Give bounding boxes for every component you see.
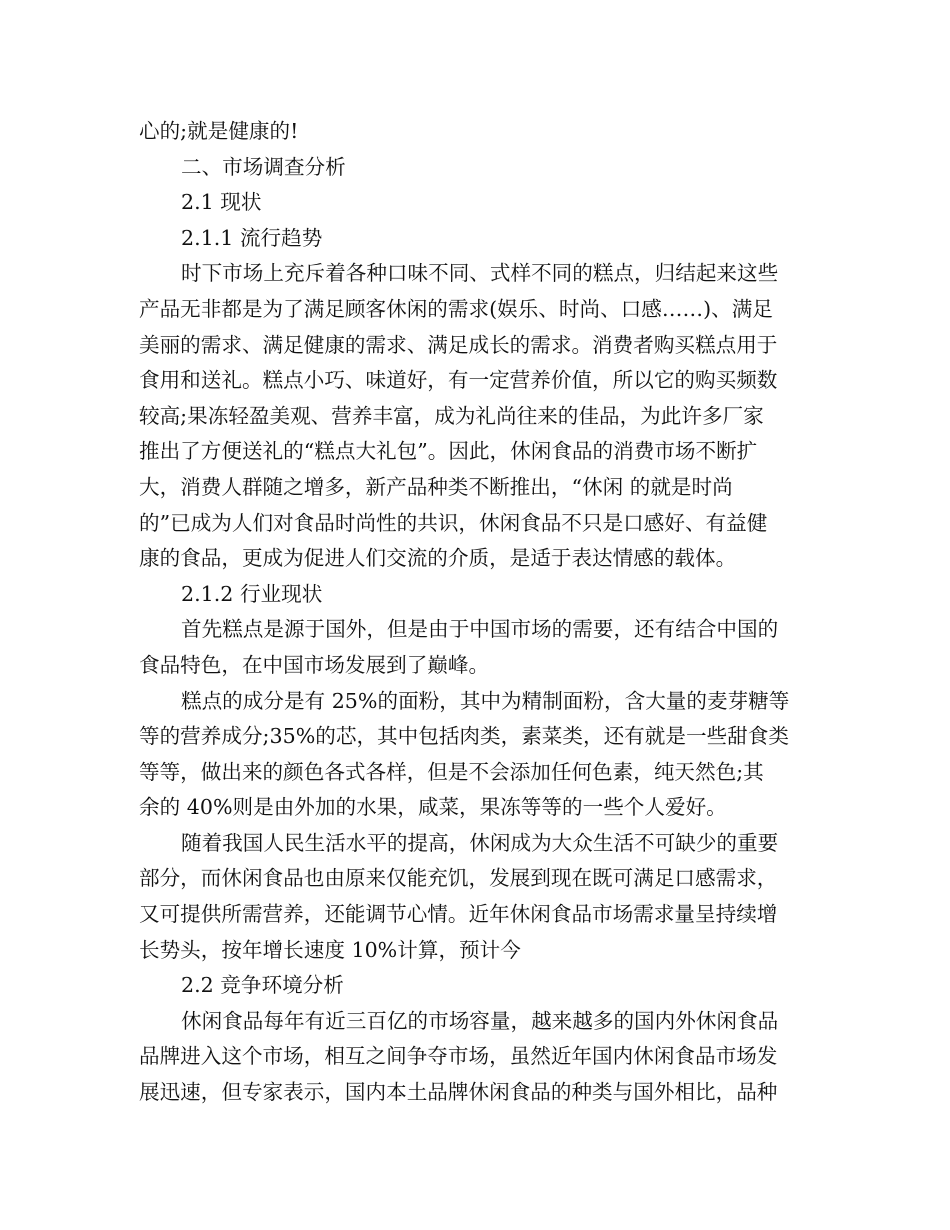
text-line: 食品特色，在中国市场发展到了巅峰。	[139, 652, 490, 677]
section-heading: 2.1.1 流行趋势	[181, 225, 323, 250]
section-heading: 2.1 现状	[181, 190, 262, 215]
text-line: 展迅速，但专家表示，国内本土品牌休闲食品的种类与国外相比，品种	[139, 1080, 778, 1105]
section-heading: 2.2 竞争环境分析	[181, 973, 344, 998]
text-line: 大，消费人群随之增多，新产品种类不断推出，“休闲 的就是时尚	[139, 474, 733, 499]
text-line: 的”已成为人们对食品时尚性的共识，休闲食品不只是口感好、有益健	[139, 510, 768, 535]
text-line: 首先糕点是源于国外，但是由于中国市场的需要，还有结合中国的	[181, 617, 779, 642]
text-line: 等等，做出来的颜色各式各样，但是不会添加任何色素，纯天然色;其	[139, 759, 764, 784]
document-page	[139, 114, 819, 1111]
text-line: 又可提供所需营养，还能调节心情。近年休闲食品市场需求量呈持续增	[139, 902, 778, 927]
text-line: 品牌进入这个市场，相互之间争夺市场，虽然近年国内休闲食品市场发	[139, 1044, 778, 1069]
text-line: 余的 40%则是由外加的水果，咸菜，果冻等等的一些个人爱好。	[139, 795, 727, 820]
text-line: 产品无非都是为了满足顾客休闲的需求(娱乐、时尚、口感……)、满足	[139, 296, 773, 321]
text-line: 推出了方便送礼的“糕点大礼包”。因此，休闲食品的消费市场不断扩	[139, 439, 758, 464]
text-line: 长势头，按年增长速度 10%计算，预计今	[139, 937, 521, 962]
text-line: 食用和送礼。糕点小巧、味道好，有一定营养价值，所以它的购买频数	[139, 368, 778, 393]
text-line: 部分，而休闲食品也由原来仅能充饥，发展到现在既可满足口感需求，	[139, 866, 778, 891]
text-line: 糕点的成分是有 25%的面粉，其中为精制面粉，含大量的麦芽糖等	[181, 688, 790, 713]
text-line: 等的营养成分;35%的芯，其中包括肉类，素菜类，还有就是一些甜食类	[139, 724, 789, 749]
text-line: 心的;就是健康的!	[139, 119, 299, 143]
text-line: 较高;果冻轻盈美观、营养丰富，成为礼尚往来的佳品，为此许多厂家	[139, 403, 764, 428]
text-line: 随着我国人民生活水平的提高，休闲成为大众生活不可缺少的重要	[181, 830, 779, 855]
section-heading: 2.1.2 行业现状	[181, 581, 323, 606]
section-heading: 二、市场调查分析	[181, 154, 346, 179]
text-line: 时下市场上充斥着各种口味不同、式样不同的糕点，归结起来这些	[181, 261, 779, 286]
text-line: 美丽的需求、满足健康的需求、满足成长的需求。消费者购买糕点用于	[139, 332, 778, 357]
text-line: 休闲食品每年有近三百亿的市场容量，越来越多的国内外休闲食品	[181, 1008, 779, 1033]
text-line: 康的食品，更成为促进人们交流的介质，是适于表达情感的载体。	[139, 546, 737, 571]
